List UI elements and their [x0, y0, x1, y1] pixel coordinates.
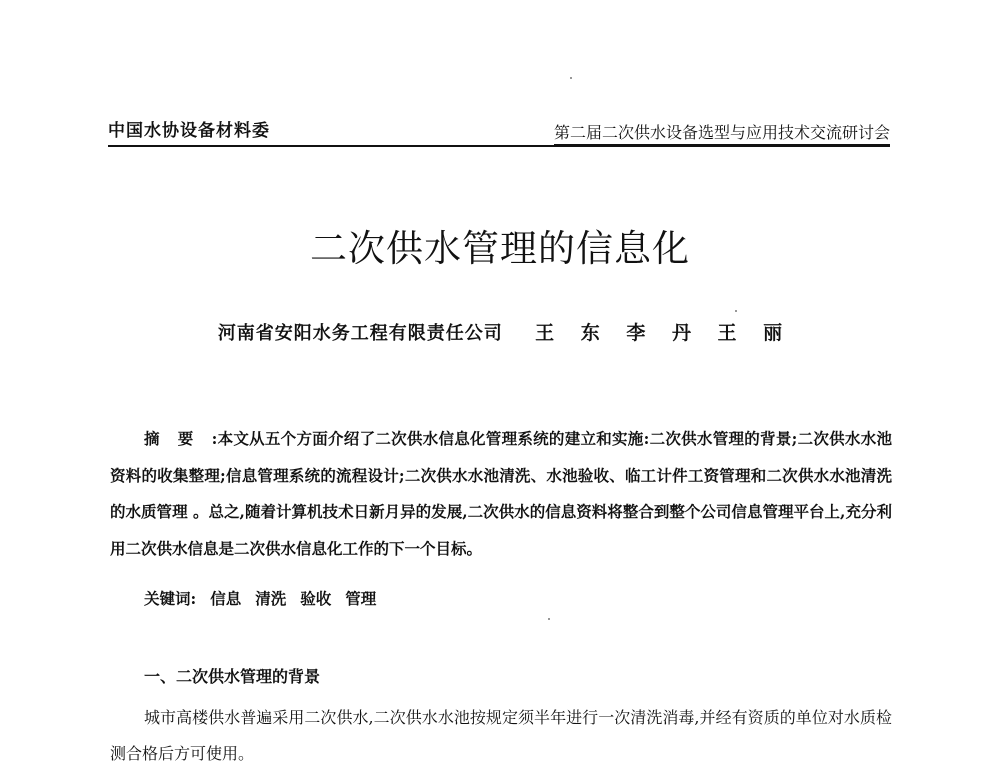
scan-speck: [548, 618, 550, 620]
paper-title: 二次供水管理的信息化: [310, 227, 690, 270]
abstract-label: 摘要: [144, 429, 212, 448]
scan-speck: [735, 310, 737, 312]
author-names: 王 东 李 丹 王 丽: [535, 322, 783, 344]
body-paragraph: 城市高楼供水普遍采用二次供水,二次供水水池按规定须半年进行一次清洗消毒,并经有资质的单位对水质检测合格后方可使用。: [110, 708, 892, 763]
keyword: 信息: [210, 589, 242, 608]
author-line: [0, 318, 1000, 345]
running-header: [108, 117, 890, 147]
header-organization: 中国水协设备材料委: [108, 121, 270, 141]
scan-speck: [570, 77, 572, 79]
abstract-text: :本文从五个方面介绍了二次供水信息化管理系统的建立和实施:二次供水管理的背景;二次供水水池资料的收集整理;信息管理系统的流程设计;二次供水水池清洗、水池验收、临工计件工资管理和二次供水水池清洗的水质管理 。总之,随着计算机技术日新月异的发展,二次供水的信息资料将整合到整个公司信息管理平台上,充分利用二次供水信息是二次供水信息化工作的下一个目标。: [110, 429, 892, 558]
affiliation: 河南省安阳水务工程有限责任公司: [217, 323, 503, 344]
keyword: 管理: [345, 589, 377, 608]
header-conference: 第二届二次供水设备选型与应用技术交流研讨会: [554, 120, 890, 145]
section-heading: 一、二次供水管理的背景: [144, 667, 321, 686]
abstract: [110, 421, 892, 567]
keywords-label: 关键词:: [144, 589, 197, 608]
keyword: 清洗: [255, 589, 287, 608]
keyword: 验收: [300, 589, 332, 608]
keywords: [144, 587, 376, 609]
